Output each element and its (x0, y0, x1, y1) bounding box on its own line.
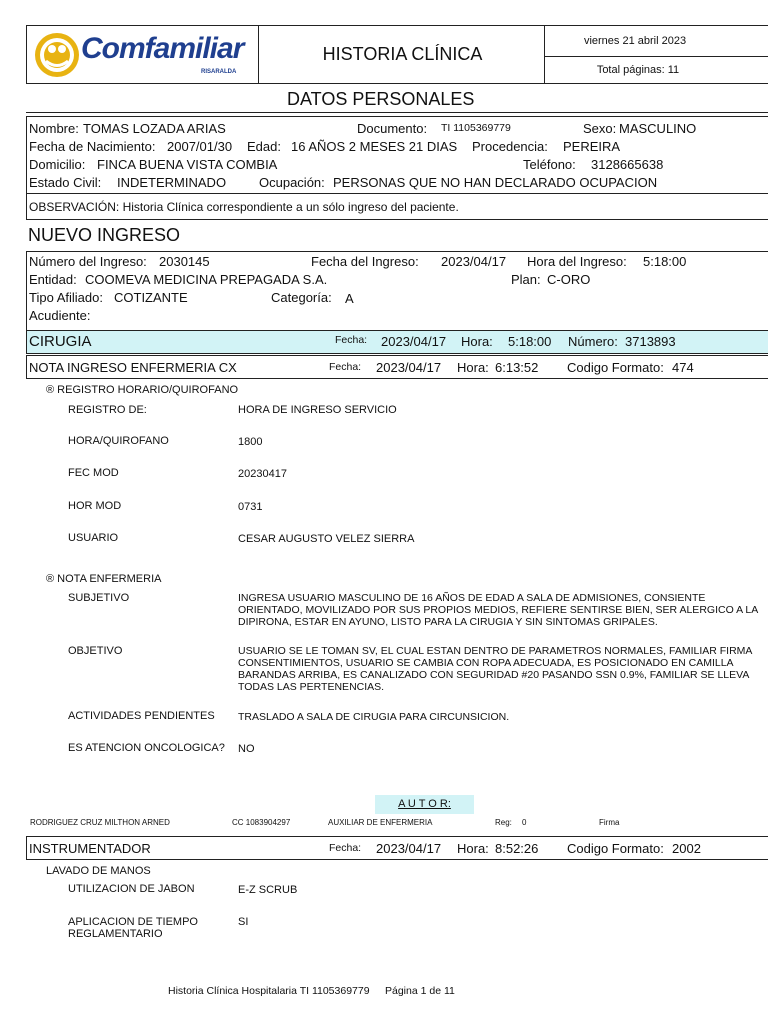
subjetivo-label: SUBJETIVO (68, 592, 130, 604)
registro-label-4: USUARIO (68, 532, 119, 544)
numero-ingreso-label: Número del Ingreso: (29, 254, 147, 269)
registro-label-1: HORA/QUIROFANO (68, 435, 169, 447)
autor-nombre: RODRIGUEZ CRUZ MILTHON ARNED (30, 818, 170, 827)
instrumentador-title: INSTRUMENTADOR (29, 841, 151, 856)
cirugia-bar (26, 330, 768, 354)
nombre-value: TOMAS LOZADA ARIAS (83, 121, 226, 136)
instrumentador-fecha-value: 2023/04/17 (376, 841, 442, 856)
oncologica-value: NO (238, 743, 255, 755)
autor-title-box (375, 795, 474, 814)
telefono-value: 3128665638 (591, 157, 664, 172)
footer-doc: Historia Clínica Hospitalaria TI 1105369779 (168, 985, 370, 997)
numero-ingreso-value: 2030145 (159, 254, 210, 269)
registro-value-2: 20230417 (238, 468, 287, 480)
registro-value-0: HORA DE INGRESO SERVICIO (238, 404, 397, 416)
autor-title: A U T O R: (398, 798, 451, 810)
nota-bar (26, 355, 768, 379)
registro-value-3: 0731 (238, 501, 263, 513)
enfermeria-heading: ® NOTA ENFERMERIA (46, 573, 162, 585)
registro-label-3: HOR MOD (68, 500, 122, 512)
datos-box (26, 116, 768, 194)
subjetivo-text: INGRESA USUARIO MASCULINO DE 16 AÑOS DE EDAD A SALA DE ADMISIONES, CONSIENTE ORIENTADO, MOVILIZADO POR SUS PROPIOS MEDIOS, REFIERE SENTIRSE BIEN, SER ALERGICO A LA DIPIRONA, ESTAR EN AYUNO, LISTO PARA LA CIRUGIA Y SIN SINTOMAS GRIPALES. (238, 592, 758, 628)
ingreso-title: NUEVO INGRESO (28, 225, 181, 245)
fnac-label: Fecha de Nacimiento: (29, 139, 156, 154)
nota-codigo-value: 474 (672, 360, 694, 375)
registro-label-2: FEC MOD (68, 467, 119, 479)
autor-reg-label: Reg: (495, 818, 512, 827)
nota-fecha-value: 2023/04/17 (376, 360, 442, 375)
logo-text: Comfamiliar (81, 32, 244, 65)
tiempo-label: APLICACION DE TIEMPO REGLAMENTARIO (68, 916, 198, 940)
header-date-box (544, 25, 768, 57)
actividades-label: ACTIVIDADES PENDIENTES (68, 710, 215, 722)
domicilio-value: FINCA BUENA VISTA COMBIA (97, 157, 278, 172)
documento-value: TI 1105369779 (441, 122, 511, 134)
hora-ingreso-value: 5:18:00 (643, 254, 687, 269)
categoria-label: Categoría: (271, 290, 332, 305)
cirugia-fecha-value: 2023/04/17 (381, 334, 447, 349)
domicilio-label: Domicilio: (29, 157, 86, 172)
jabon-value: E-Z SCRUB (238, 884, 298, 896)
nota-fecha-label: Fecha: (329, 361, 362, 373)
tiempo-value: SI (238, 916, 249, 928)
datos-title: DATOS PERSONALES (287, 89, 475, 109)
estado-value: INDETERMINADO (117, 175, 227, 190)
telefono-label: Teléfono: (523, 157, 576, 172)
total-pages: Total páginas: 11 (596, 64, 680, 76)
tipo-afiliado-label: Tipo Afiliado: (29, 290, 103, 305)
acudiente-label: Acudiente: (29, 308, 91, 323)
jabon-label: UTILIZACION DE JABON (68, 883, 195, 895)
logo-subtext: RISARALDA (201, 69, 237, 75)
fecha-ingreso-label: Fecha del Ingreso: (311, 254, 419, 269)
registro-label-0: REGISTRO DE: (68, 404, 147, 416)
comfamiliar-logo-icon (32, 30, 82, 80)
instrumentador-codigo-value: 2002 (672, 841, 701, 856)
objetivo-text: USUARIO SE LE TOMAN SV, EL CUAL ESTAN DENTRO DE PARAMETROS NORMALES, FAMILIAR FIRMA CONSENTIMIENTOS, USUARIO SE CAMBIA CON ROPA ADECUADA, ES POSICIONADO EN CAMILLA BARANDAS ARRIBA, ES CANALIZADO CON SEGURIDAD #20 PASANDO SSN 0.9%, FAMILIAR SE LLEVA TODAS LAS PERTENENCIAS. (238, 645, 752, 693)
tipo-afiliado-value: COTIZANTE (114, 290, 188, 305)
observacion-box (26, 193, 768, 220)
instrumentador-hora-value: 8:52:26 (495, 841, 539, 856)
fnac-value: 2007/01/30 (167, 139, 233, 154)
registro-value-1: 1800 (238, 436, 263, 448)
edad-label: Edad: (247, 139, 281, 154)
nota-title: NOTA INGRESO ENFERMERIA CX (29, 360, 237, 375)
page-title: HISTORIA CLÍNICA (322, 44, 483, 64)
cirugia-numero-value: 3713893 (625, 334, 676, 349)
instrumentador-hora-label: Hora: (457, 841, 489, 856)
cirugia-hora-value: 5:18:00 (508, 334, 552, 349)
registro-value-4: CESAR AUGUSTO VELEZ SIERRA (238, 533, 415, 545)
objetivo-label: OBJETIVO (68, 645, 123, 657)
cirugia-numero-label: Número: (568, 334, 618, 349)
edad-value: 16 AÑOS 2 MESES 21 DIAS (291, 139, 458, 154)
categoria-value: A (345, 291, 354, 306)
footer-page: Página 1 de 11 (385, 985, 455, 997)
ocupacion-label: Ocupación: (259, 175, 325, 190)
estado-label: Estado Civil: (29, 175, 102, 190)
documento-label: Documento: (357, 121, 428, 136)
lavado-heading: LAVADO DE MANOS (46, 865, 151, 877)
autor-cargo: AUXILIAR DE ENFERMERIA (328, 818, 433, 827)
nota-hora-value: 6:13:52 (495, 360, 539, 375)
cirugia-hora-label: Hora: (461, 334, 493, 349)
autor-reg-value: 0 (522, 818, 527, 827)
procedencia-value: PEREIRA (563, 139, 621, 154)
instrumentador-codigo-label: Codigo Formato: (567, 841, 664, 856)
nombre-label: Nombre: (29, 121, 79, 136)
header-pages-box (544, 56, 768, 84)
instrumentador-bar (26, 836, 768, 860)
header-title-box (258, 25, 545, 84)
oncologica-label: ES ATENCION ONCOLOGICA? (68, 742, 225, 754)
ingreso-box (26, 251, 768, 331)
procedencia-label: Procedencia: (472, 139, 548, 154)
cirugia-fecha-label: Fecha: (335, 334, 368, 346)
plan-value: C-ORO (547, 272, 591, 287)
sexo-label: Sexo: (583, 121, 617, 136)
actividades-value: TRASLADO A SALA DE CIRUGIA PARA CIRCUNSICION. (238, 711, 510, 723)
registro-heading: ® REGISTRO HORARIO/QUIROFANO (46, 384, 239, 396)
autor-cc: CC 1083904297 (232, 818, 291, 827)
fecha-ingreso-value: 2023/04/17 (441, 254, 507, 269)
nota-hora-label: Hora: (457, 360, 489, 375)
header-logo-box (26, 25, 259, 84)
datos-divider (26, 112, 768, 113)
cirugia-title: CIRUGIA (29, 333, 92, 350)
hora-ingreso-label: Hora del Ingreso: (527, 254, 627, 269)
entidad-label: Entidad: (29, 272, 77, 287)
autor-firma: Firma (599, 818, 620, 827)
observacion-text: OBSERVACIÓN: Historia Clínica correspondiente a un sólo ingreso del paciente. (29, 200, 459, 214)
plan-label: Plan: (511, 272, 541, 287)
entidad-value: COOMEVA MEDICINA PREPAGADA S.A. (85, 272, 328, 287)
instrumentador-fecha-label: Fecha: (329, 842, 362, 854)
print-date: viernes 21 abril 2023 (583, 35, 687, 47)
sexo-value: MASCULINO (619, 121, 697, 136)
nota-codigo-label: Codigo Formato: (567, 360, 664, 375)
ocupacion-value: PERSONAS QUE NO HAN DECLARADO OCUPACION (333, 175, 658, 190)
